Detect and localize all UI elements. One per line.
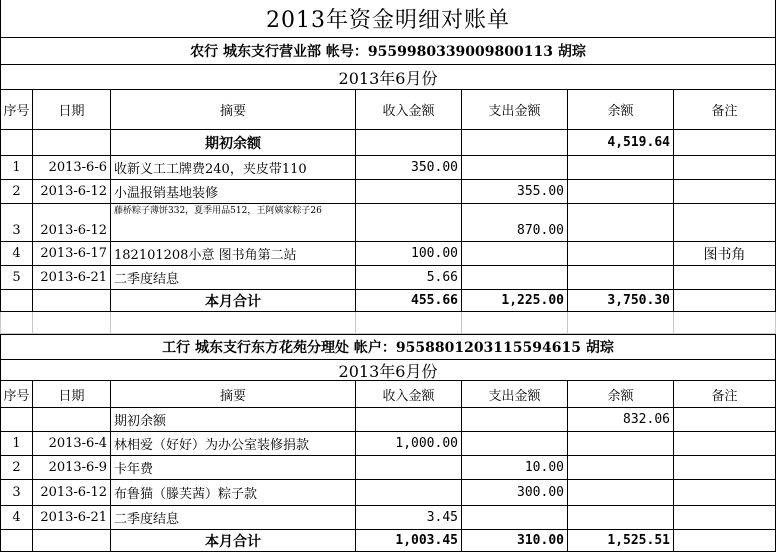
cell-date[interactable]: 2013-6-17 [33, 242, 111, 266]
cell-balance[interactable] [568, 480, 674, 506]
cell-desc[interactable]: 藤桥粽子薄饼332，夏季用品512，王阿姨家粽子26 [111, 204, 356, 242]
bank1-period[interactable]: 2013年6月份 [0, 65, 776, 90]
cell-desc[interactable]: 小温报销基地装修 [111, 180, 356, 204]
cell-date[interactable]: 2013-6-6 [33, 156, 111, 180]
cell-income[interactable] [356, 130, 462, 156]
bank1-total-row [0, 290, 776, 312]
bank1-total-balance[interactable]: 3,750.30 [568, 290, 674, 312]
cell-note[interactable] [674, 180, 776, 204]
cell-balance[interactable] [568, 266, 674, 290]
col-header-no[interactable]: 序号 [0, 381, 33, 408]
table-row [0, 204, 776, 242]
cell-expense[interactable] [462, 506, 568, 530]
table-row [0, 242, 776, 266]
bank1-opening-row [0, 130, 776, 156]
table-row [0, 456, 776, 480]
table-row [0, 480, 776, 506]
bank2-opening-label[interactable]: 期初余额 [111, 408, 356, 432]
cell-date[interactable]: 2013-6-12 [33, 204, 111, 242]
cell-balance[interactable] [568, 204, 674, 242]
bank2-total-row [0, 530, 776, 552]
blank-cell[interactable] [674, 312, 776, 334]
cell-note[interactable] [674, 204, 776, 242]
cell-expense[interactable]: 355.00 [462, 180, 568, 204]
page-title[interactable]: 2013年资金明细对账单 [0, 0, 776, 38]
cell-no[interactable] [0, 290, 33, 312]
cell-date[interactable]: 2013-6-12 [33, 180, 111, 204]
blank-cell[interactable] [462, 312, 568, 334]
bank2-total-balance[interactable]: 1,525.51 [568, 530, 674, 552]
cell-income[interactable] [356, 480, 462, 506]
bank1-opening-balance[interactable]: 4,519.64 [568, 130, 674, 156]
cell-note[interactable] [674, 290, 776, 312]
cell-note[interactable] [674, 456, 776, 480]
cell-desc[interactable]: 182101208小意 图书角第二站 [111, 242, 356, 266]
cell-desc[interactable]: 布鲁猫（滕芙茜）粽子款 [111, 480, 356, 506]
cell-no[interactable] [0, 530, 33, 552]
cell-no[interactable]: 4 [0, 242, 33, 266]
cell-no[interactable]: 2 [0, 456, 33, 480]
cell-note[interactable]: 图书角 [674, 242, 776, 266]
cell-note[interactable] [674, 530, 776, 552]
bank2-account-header[interactable]: 工行 城东支行东方花苑分理处 帐户：9558801203115594615 胡琮 [0, 334, 776, 360]
bank1-account-header[interactable]: 农行 城东支行营业部 帐号：9559980339009800113 胡琮 [0, 38, 776, 65]
bank1-total-expense[interactable]: 1,225.00 [462, 290, 568, 312]
table-row [0, 180, 776, 204]
blank-cell[interactable] [356, 312, 462, 334]
cell-desc[interactable]: 二季度结息 [111, 266, 356, 290]
cell-date[interactable]: 2013-6-21 [33, 506, 111, 530]
blank-cell[interactable] [33, 312, 111, 334]
cell-expense[interactable]: 10.00 [462, 456, 568, 480]
cell-note[interactable] [674, 480, 776, 506]
col-header-date[interactable]: 日期 [33, 381, 111, 408]
cell-income[interactable] [356, 408, 462, 432]
col-header-desc[interactable]: 摘要 [111, 90, 356, 130]
cell-expense[interactable]: 300.00 [462, 480, 568, 506]
bank2-opening-row [0, 408, 776, 432]
cell-date[interactable]: 2013-6-12 [33, 480, 111, 506]
cell-no[interactable]: 1 [0, 432, 33, 456]
table-row [0, 266, 776, 290]
cell-balance[interactable] [568, 180, 674, 204]
blank-row [0, 312, 776, 334]
col-header-expense[interactable]: 支出金额 [462, 90, 568, 130]
col-header-no[interactable]: 序号 [0, 90, 33, 130]
cell-note[interactable] [674, 130, 776, 156]
cell-balance[interactable] [568, 432, 674, 456]
cell-date[interactable] [33, 290, 111, 312]
cell-balance[interactable] [568, 456, 674, 480]
cell-no[interactable]: 4 [0, 506, 33, 530]
cell-expense[interactable] [462, 408, 568, 432]
cell-income[interactable] [356, 180, 462, 204]
cell-date[interactable]: 2013-6-4 [33, 432, 111, 456]
table-row [0, 506, 776, 530]
cell-no[interactable]: 3 [0, 204, 33, 242]
table-row [0, 156, 776, 180]
bank2-period-row [0, 360, 776, 381]
cell-income[interactable] [356, 204, 462, 242]
cell-expense[interactable] [462, 266, 568, 290]
col-header-date[interactable]: 日期 [33, 90, 111, 130]
bank2-column-header-row [0, 381, 776, 408]
cell-balance[interactable] [568, 156, 674, 180]
col-header-note[interactable]: 备注 [674, 381, 776, 408]
bank2-period[interactable]: 2013年6月份 [0, 360, 776, 381]
bank1-opening-label[interactable]: 期初余额 [111, 130, 356, 156]
cell-note[interactable] [674, 266, 776, 290]
cell-no[interactable]: 5 [0, 266, 33, 290]
cell-no[interactable] [0, 130, 33, 156]
col-header-income[interactable]: 收入金额 [356, 381, 462, 408]
cell-desc[interactable]: 收新义工工牌费240，夹皮带110 [111, 156, 356, 180]
cell-income[interactable]: 3.45 [356, 506, 462, 530]
cell-no[interactable]: 1 [0, 156, 33, 180]
cell-income[interactable]: 5.66 [356, 266, 462, 290]
cell-income[interactable] [356, 456, 462, 480]
cell-note[interactable] [674, 408, 776, 432]
bank1-period-row [0, 65, 776, 90]
cell-expense[interactable] [462, 432, 568, 456]
cell-date[interactable] [33, 130, 111, 156]
cell-no[interactable]: 2 [0, 180, 33, 204]
cell-desc[interactable]: 林相爱（好好）为办公室装修捐款 [111, 432, 356, 456]
cell-expense[interactable]: 870.00 [462, 204, 568, 242]
col-header-income[interactable]: 收入金额 [356, 90, 462, 130]
cell-income[interactable]: 350.00 [356, 156, 462, 180]
cell-balance[interactable] [568, 506, 674, 530]
bank2-total-income[interactable]: 1,003.45 [356, 530, 462, 552]
cell-no[interactable]: 3 [0, 480, 33, 506]
cell-expense[interactable] [462, 130, 568, 156]
cell-balance[interactable] [568, 242, 674, 266]
cell-income[interactable]: 100.00 [356, 242, 462, 266]
col-header-balance[interactable]: 余额 [568, 381, 674, 408]
cell-expense[interactable] [462, 242, 568, 266]
cell-date[interactable] [33, 408, 111, 432]
table-row [0, 432, 776, 456]
cell-desc[interactable]: 二季度结息 [111, 506, 356, 530]
col-header-balance[interactable]: 余额 [568, 90, 674, 130]
bank2-total-expense[interactable]: 310.00 [462, 530, 568, 552]
bank2-header-row [0, 334, 776, 360]
bank1-total-income[interactable]: 455.66 [356, 290, 462, 312]
cell-date[interactable]: 2013-6-9 [33, 456, 111, 480]
blank-cell[interactable] [111, 312, 356, 334]
cell-date[interactable]: 2013-6-21 [33, 266, 111, 290]
bank1-column-header-row [0, 90, 776, 130]
blank-cell[interactable] [0, 312, 33, 334]
bank2-total-label[interactable]: 本月合计 [111, 530, 356, 552]
bank1-header-row [0, 38, 776, 65]
cell-note[interactable] [674, 156, 776, 180]
cell-note[interactable] [674, 432, 776, 456]
bank2-opening-balance[interactable]: 832.06 [568, 408, 674, 432]
cell-expense[interactable] [462, 156, 568, 180]
title-row [0, 0, 776, 38]
cell-desc[interactable]: 卡年费 [111, 456, 356, 480]
col-header-note[interactable]: 备注 [674, 90, 776, 130]
cell-no[interactable] [0, 408, 33, 432]
cell-note[interactable] [674, 506, 776, 530]
cell-date[interactable] [33, 530, 111, 552]
blank-cell[interactable] [568, 312, 674, 334]
cell-income[interactable]: 1,000.00 [356, 432, 462, 456]
col-header-expense[interactable]: 支出金额 [462, 381, 568, 408]
bank1-total-label[interactable]: 本月合计 [111, 290, 356, 312]
col-header-desc[interactable]: 摘要 [111, 381, 356, 408]
